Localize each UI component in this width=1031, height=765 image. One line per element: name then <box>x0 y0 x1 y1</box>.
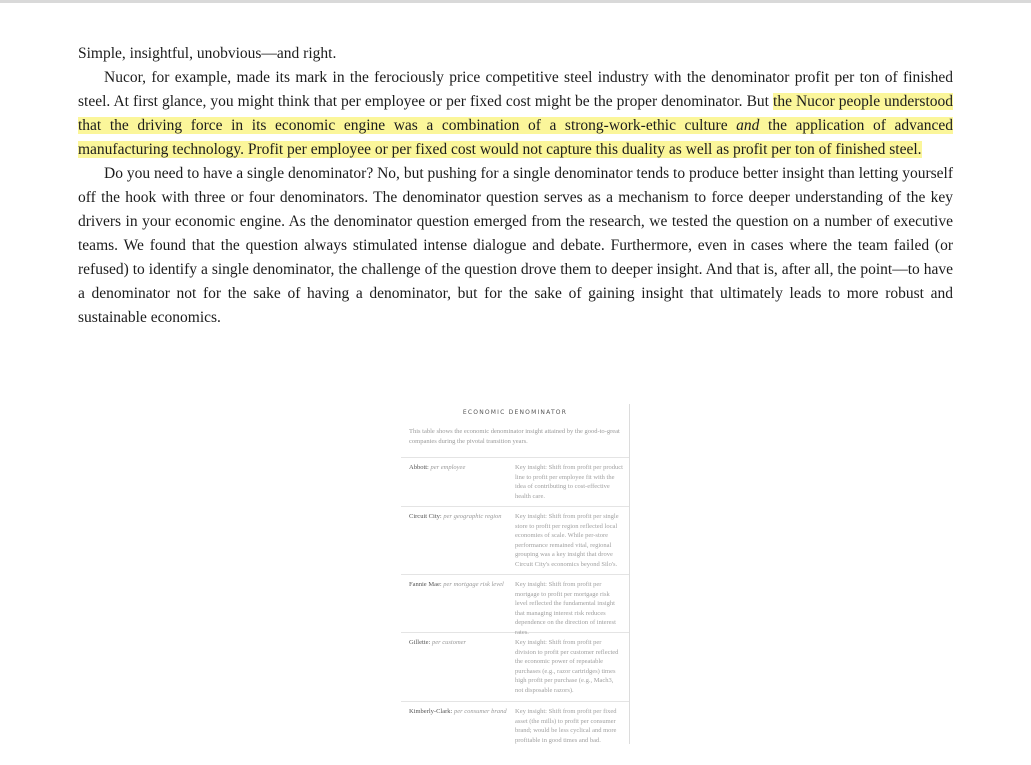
figure-intro: This table shows the economic denominator insight attained by the good-to-great companies during the pivotal transition years. <box>409 428 620 445</box>
top-divider <box>0 0 1031 3</box>
economic-denominator-figure <box>401 404 630 744</box>
paragraph-1 <box>78 66 953 162</box>
row-company: Fannie Mae: per mortgage risk level <box>409 581 504 588</box>
highlight-text-2: the application of advanced manufacturing technology. Profit per employee or per fixed cost would not capture this duality as well as profit per ton of finished steel. <box>78 117 953 158</box>
row-insight: Key insight: Shift from profit per single store to profit per region reflected local economies of scale. While per-store performance remained vital, regional grouping was a key insight that drove Circuit City's economics beyond Silo's. <box>515 513 619 568</box>
table-row <box>401 457 629 506</box>
table-row <box>401 506 629 574</box>
highlight-text-1: the Nucor people understood that the driving force in its economic engine was a combination of a strong-work-ethic culture <box>78 93 953 134</box>
table-row <box>401 574 629 636</box>
row-company: Gillette: per customer <box>409 639 467 646</box>
row-insight: Key insight: Shift from profit per fixed asset (the mills) to profit per consumer brand; would be less cyclical and more profitable in good times and bad. <box>515 708 617 744</box>
row-insight: Key insight: Shift from profit per division to profit per customer reflected the economic power of repeatable purchases (e.g., razor cartridges) times high profit per purchase (e.g., Mach3, not disposable razors). <box>515 639 619 694</box>
figure-title: ECONOMIC DENOMINATOR <box>462 409 568 416</box>
paragraph-2: Do you need to have a single denominator? No, but pushing for a single denominator tends to produce better insight than letting yourself off the hook with three or four denominators. The denominator question serves as a mechanism to force deeper understanding of the key drivers in your economic engine. As the denominator question emerged from the research, we tested the question on a number of executive teams. We found that the question always stimulated intense dialogue and debate. Furthermore, even in cases where the team failed (or refused) to identify a single denominator, the challenge of the question drove them to deeper insight. And that is, after all, the point—to have a denominator not for the sake of having a denominator, but for the sake of gaining insight that ultimately leads to more robust and sustainable economics. <box>78 165 953 326</box>
row-insight: Key insight: Shift from profit per mortgage to profit per mortgage risk level reflected the fundamental insight that managing interest risk reduces dependence on the direction of interest rates. <box>515 581 616 636</box>
highlight-emphasis: and <box>736 117 760 134</box>
paragraph-0: Simple, insightful, unobvious—and right. <box>78 45 337 62</box>
table-row <box>401 701 629 751</box>
table-row <box>401 632 629 701</box>
row-company: Abbott: per employee <box>409 464 466 471</box>
paragraph-1-text: Nucor, for example, made its mark in the ferociously price competitive steel industry with the denominator profit per ton of finished steel. At first glance, you might think that per employee or per fixed cost might be the proper denominator. But <box>78 69 953 110</box>
row-company: Circuit City: per geographic region <box>409 513 502 520</box>
document-page <box>78 42 953 330</box>
row-company: Kimberly-Clark: per consumer brand <box>409 708 507 715</box>
row-insight: Key insight: Shift from profit per product line to profit per employee fit with the idea of contributing to cost-effective health care. <box>515 464 623 500</box>
